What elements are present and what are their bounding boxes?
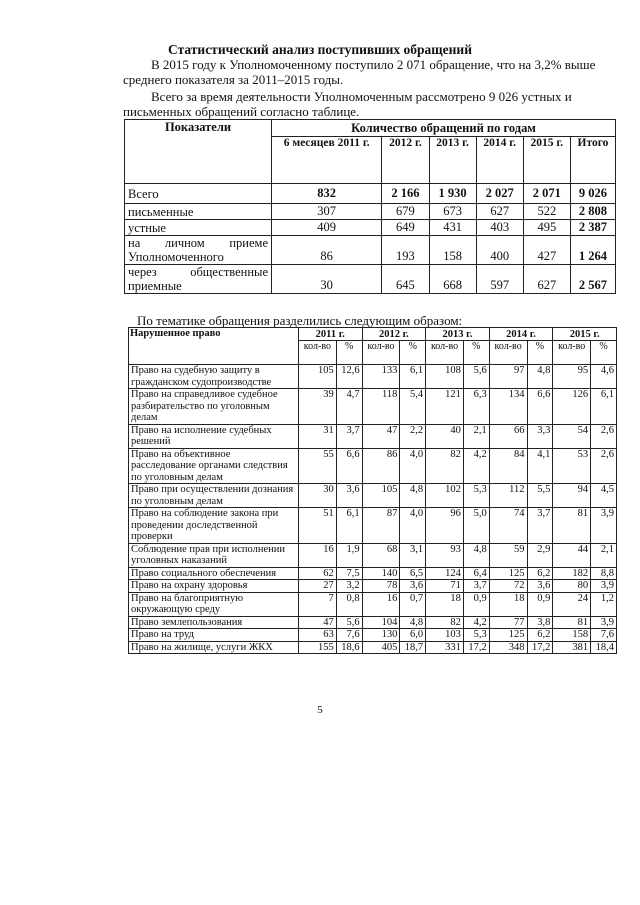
- table-row: [125, 265, 616, 294]
- table-cell: 679: [382, 204, 429, 220]
- table-cell: 12,6: [336, 365, 362, 389]
- table-cell: 4,7: [336, 389, 362, 425]
- row-label: на личном приеме Уполномоченного: [125, 236, 272, 265]
- table-cell: 307: [272, 204, 382, 220]
- table-row: [125, 184, 616, 204]
- table-cell: 2 567: [570, 265, 615, 294]
- table-cell: 2,1: [463, 424, 489, 448]
- year-header: 2012 г.: [362, 328, 426, 341]
- row-label: Право при осуществлении дознания по уголовным делам: [129, 484, 299, 508]
- table-cell: 1 930: [429, 184, 476, 204]
- table-cell: 331: [426, 641, 464, 654]
- table-cell: 103: [426, 629, 464, 642]
- table-row: [129, 592, 617, 616]
- year-column-header: 2014 г.: [476, 137, 523, 184]
- table-cell: 3,9: [591, 616, 617, 629]
- table-cell: 4,0: [400, 448, 426, 484]
- row-label: Право на исполнение судебных решений: [129, 424, 299, 448]
- table-cell: 673: [429, 204, 476, 220]
- table-cell: 3,1: [400, 543, 426, 567]
- table-cell: 8,8: [591, 567, 617, 580]
- year-column-header: 2013 г.: [429, 137, 476, 184]
- table-row: [129, 629, 617, 642]
- table-cell: 77: [489, 616, 527, 629]
- table-cell: 6,4: [463, 567, 489, 580]
- table-row: [129, 543, 617, 567]
- table-cell: 6,6: [336, 448, 362, 484]
- table-cell: 86: [362, 448, 400, 484]
- table-cell: 2 071: [523, 184, 570, 204]
- table-cell: 27: [299, 580, 337, 593]
- row-label: через общественные приемные: [125, 265, 272, 294]
- row-label: Соблюдение прав при исполнении уголовных наказаний: [129, 543, 299, 567]
- table-cell: 7,5: [336, 567, 362, 580]
- count-subheader: кол-во: [489, 341, 527, 365]
- table-cell: 63: [299, 629, 337, 642]
- table-cell: 4,8: [400, 616, 426, 629]
- count-subheader: кол-во: [362, 341, 400, 365]
- table-cell: 97: [489, 365, 527, 389]
- table-cell: 2,9: [527, 543, 553, 567]
- table-cell: 78: [362, 580, 400, 593]
- count-subheader: кол-во: [426, 341, 464, 365]
- table-cell: 348: [489, 641, 527, 654]
- count-subheader: кол-во: [299, 341, 337, 365]
- table-cell: 96: [426, 508, 464, 544]
- table-cell: 6,6: [527, 389, 553, 425]
- table-cell: 95: [553, 365, 591, 389]
- table-cell: 82: [426, 616, 464, 629]
- table-cell: 5,6: [336, 616, 362, 629]
- row-label: Право землепользования: [129, 616, 299, 629]
- table-cell: 4,8: [463, 543, 489, 567]
- year-header: 2015 г.: [553, 328, 617, 341]
- table-cell: 5,5: [527, 484, 553, 508]
- table-row: [129, 389, 617, 425]
- table-cell: 4,8: [400, 484, 426, 508]
- table-cell: 3,6: [400, 580, 426, 593]
- table-row: [129, 641, 617, 654]
- page-title: Статистический анализ поступивших обращений: [168, 42, 472, 57]
- table-cell: 112: [489, 484, 527, 508]
- year-column-header: 2015 г.: [523, 137, 570, 184]
- year-header: 2013 г.: [426, 328, 490, 341]
- table-cell: 0,9: [527, 592, 553, 616]
- table-cell: 400: [476, 236, 523, 265]
- table-cell: 645: [382, 265, 429, 294]
- table-cell: 55: [299, 448, 337, 484]
- table-cell: 102: [426, 484, 464, 508]
- row-label: Право на охрану здоровья: [129, 580, 299, 593]
- table-cell: 105: [362, 484, 400, 508]
- table-cell: 627: [476, 204, 523, 220]
- table-cell: 30: [272, 265, 382, 294]
- table-cell: 6,0: [400, 629, 426, 642]
- table-row: [129, 448, 617, 484]
- table-cell: 5,3: [463, 484, 489, 508]
- table-cell: 80: [553, 580, 591, 593]
- table-cell: 3,9: [591, 580, 617, 593]
- table-cell: 522: [523, 204, 570, 220]
- table-cell: 4,5: [591, 484, 617, 508]
- table-cell: 182: [553, 567, 591, 580]
- table-cell: 105: [299, 365, 337, 389]
- row-label: Право на объективное расследование органами следствия по уголовным делам: [129, 448, 299, 484]
- table-cell: 47: [299, 616, 337, 629]
- table-cell: 18,6: [336, 641, 362, 654]
- table-cell: 93: [426, 543, 464, 567]
- table-cell: 17,2: [527, 641, 553, 654]
- count-subheader: кол-во: [553, 341, 591, 365]
- year-column-header: Итого: [570, 137, 615, 184]
- table-cell: 4,0: [400, 508, 426, 544]
- table-cell: 6,1: [591, 389, 617, 425]
- table-cell: 3,9: [591, 508, 617, 544]
- table-row: [129, 424, 617, 448]
- table-cell: 2 166: [382, 184, 429, 204]
- table-cell: 5,0: [463, 508, 489, 544]
- table-cell: 6,2: [527, 567, 553, 580]
- table-cell: 832: [272, 184, 382, 204]
- table-cell: 4,6: [591, 365, 617, 389]
- table-cell: 7: [299, 592, 337, 616]
- table-cell: 16: [362, 592, 400, 616]
- table-cell: 126: [553, 389, 591, 425]
- table-cell: 5,6: [463, 365, 489, 389]
- table-cell: 427: [523, 236, 570, 265]
- table-cell: 108: [426, 365, 464, 389]
- paragraph-3: По тематике обращения разделились следующим образом:: [137, 313, 463, 328]
- table-cell: 82: [426, 448, 464, 484]
- table-cell: 124: [426, 567, 464, 580]
- table-row: [129, 616, 617, 629]
- count-by-year-header: Количество обращений по годам: [272, 120, 616, 137]
- paragraph-2: Всего за время деятельности Уполномоченным рассмотрено 9 026 устных и письменных обращений согласно таблице.: [123, 89, 572, 119]
- table-row: [125, 236, 616, 265]
- table-cell: 133: [362, 365, 400, 389]
- table-cell: 40: [426, 424, 464, 448]
- table-cell: 9 026: [570, 184, 615, 204]
- table-row: [125, 220, 616, 236]
- row-label: письменные: [125, 204, 272, 220]
- percent-subheader: %: [400, 341, 426, 365]
- table-cell: 158: [429, 236, 476, 265]
- table-row: [129, 365, 617, 389]
- table-cell: 6,1: [336, 508, 362, 544]
- table-cell: 381: [553, 641, 591, 654]
- table-cell: 2,1: [591, 543, 617, 567]
- table-cell: 18,4: [591, 641, 617, 654]
- year-header: 2011 г.: [299, 328, 363, 341]
- table-cell: 155: [299, 641, 337, 654]
- table-cell: 31: [299, 424, 337, 448]
- table-cell: 4,8: [527, 365, 553, 389]
- table-cell: 1,2: [591, 592, 617, 616]
- table-cell: 134: [489, 389, 527, 425]
- table-cell: 3,7: [463, 580, 489, 593]
- table-cell: 193: [382, 236, 429, 265]
- table-cell: 44: [553, 543, 591, 567]
- table-cell: 59: [489, 543, 527, 567]
- table-cell: 121: [426, 389, 464, 425]
- table-cell: 125: [489, 567, 527, 580]
- table-cell: 409: [272, 220, 382, 236]
- row-label: Право социального обеспечения: [129, 567, 299, 580]
- table-cell: 39: [299, 389, 337, 425]
- table-cell: 72: [489, 580, 527, 593]
- table-cell: 140: [362, 567, 400, 580]
- table-cell: 495: [523, 220, 570, 236]
- row-label: Право на справедливое судебное разбирательство по уголовным делам: [129, 389, 299, 425]
- table-row: [129, 508, 617, 544]
- table-cell: 94: [553, 484, 591, 508]
- table-cell: 597: [476, 265, 523, 294]
- table-cell: 5,4: [400, 389, 426, 425]
- table-cell: 16: [299, 543, 337, 567]
- table-cell: 71: [426, 580, 464, 593]
- table-cell: 54: [553, 424, 591, 448]
- table-cell: 4,2: [463, 616, 489, 629]
- paragraph-1: В 2015 году к Уполномоченному поступило 2 071 обращение, что на 3,2% выше среднего показателя за 2011–2015 годы.: [123, 57, 596, 87]
- table-cell: 86: [272, 236, 382, 265]
- row-label: Всего: [125, 184, 272, 204]
- table-row: [125, 204, 616, 220]
- table-cell: 431: [429, 220, 476, 236]
- appeals-by-year-table: [124, 119, 616, 294]
- indicator-header: Показатели: [125, 120, 272, 184]
- table-cell: 47: [362, 424, 400, 448]
- table-cell: 0,7: [400, 592, 426, 616]
- table-cell: 649: [382, 220, 429, 236]
- table-cell: 53: [553, 448, 591, 484]
- table-cell: 7,6: [591, 629, 617, 642]
- percent-subheader: %: [463, 341, 489, 365]
- table-cell: 2 027: [476, 184, 523, 204]
- year-column-header: 2012 г.: [382, 137, 429, 184]
- year-column-header: 6 месяцев 2011 г.: [272, 137, 382, 184]
- table-row: [129, 580, 617, 593]
- table-cell: 627: [523, 265, 570, 294]
- table-cell: 7,6: [336, 629, 362, 642]
- table-cell: 30: [299, 484, 337, 508]
- table-cell: 18: [489, 592, 527, 616]
- table-cell: 125: [489, 629, 527, 642]
- percent-subheader: %: [336, 341, 362, 365]
- table-cell: 405: [362, 641, 400, 654]
- percent-subheader: %: [527, 341, 553, 365]
- table-cell: 18,7: [400, 641, 426, 654]
- table-cell: 6,1: [400, 365, 426, 389]
- table-row: [129, 567, 617, 580]
- table-cell: 2,2: [400, 424, 426, 448]
- table-cell: 2,6: [591, 448, 617, 484]
- table-cell: 4,1: [527, 448, 553, 484]
- table-cell: 81: [553, 616, 591, 629]
- table-cell: 4,2: [463, 448, 489, 484]
- table-cell: 84: [489, 448, 527, 484]
- table-cell: 130: [362, 629, 400, 642]
- table-cell: 2 387: [570, 220, 615, 236]
- table-cell: 81: [553, 508, 591, 544]
- row-label: Право на соблюдение закона при проведении доследственной проверки: [129, 508, 299, 544]
- table-cell: 0,9: [463, 592, 489, 616]
- row-label: Право на жилище, услуги ЖКХ: [129, 641, 299, 654]
- table-cell: 6,5: [400, 567, 426, 580]
- violated-right-header: Нарушенное право: [129, 328, 299, 365]
- row-label: устные: [125, 220, 272, 236]
- table-cell: 668: [429, 265, 476, 294]
- topics-table: [128, 327, 617, 654]
- table-cell: 87: [362, 508, 400, 544]
- table-cell: 6,2: [527, 629, 553, 642]
- row-label: Право на судебную защиту в гражданском судопроизводстве: [129, 365, 299, 389]
- table-cell: 3,3: [527, 424, 553, 448]
- row-label: Право на благоприятную окружающую среду: [129, 592, 299, 616]
- page-number: 5: [317, 704, 323, 716]
- table-cell: 24: [553, 592, 591, 616]
- table-cell: 3,2: [336, 580, 362, 593]
- table-cell: 3,6: [336, 484, 362, 508]
- table-row: [129, 484, 617, 508]
- table-cell: 2 808: [570, 204, 615, 220]
- table-cell: 74: [489, 508, 527, 544]
- table-cell: 0,8: [336, 592, 362, 616]
- table-cell: 68: [362, 543, 400, 567]
- table-cell: 1,9: [336, 543, 362, 567]
- percent-subheader: %: [591, 341, 617, 365]
- table-cell: 3,7: [527, 508, 553, 544]
- table-cell: 18: [426, 592, 464, 616]
- table-cell: 62: [299, 567, 337, 580]
- table-cell: 3,8: [527, 616, 553, 629]
- table-cell: 1 264: [570, 236, 615, 265]
- table-cell: 17,2: [463, 641, 489, 654]
- table-cell: 158: [553, 629, 591, 642]
- year-header: 2014 г.: [489, 328, 553, 341]
- table-cell: 6,3: [463, 389, 489, 425]
- table-cell: 66: [489, 424, 527, 448]
- table-cell: 2,6: [591, 424, 617, 448]
- table-cell: 51: [299, 508, 337, 544]
- table-cell: 403: [476, 220, 523, 236]
- table-cell: 3,6: [527, 580, 553, 593]
- table-cell: 104: [362, 616, 400, 629]
- table-cell: 5,3: [463, 629, 489, 642]
- table-cell: 3,7: [336, 424, 362, 448]
- table-cell: 118: [362, 389, 400, 425]
- row-label: Право на труд: [129, 629, 299, 642]
